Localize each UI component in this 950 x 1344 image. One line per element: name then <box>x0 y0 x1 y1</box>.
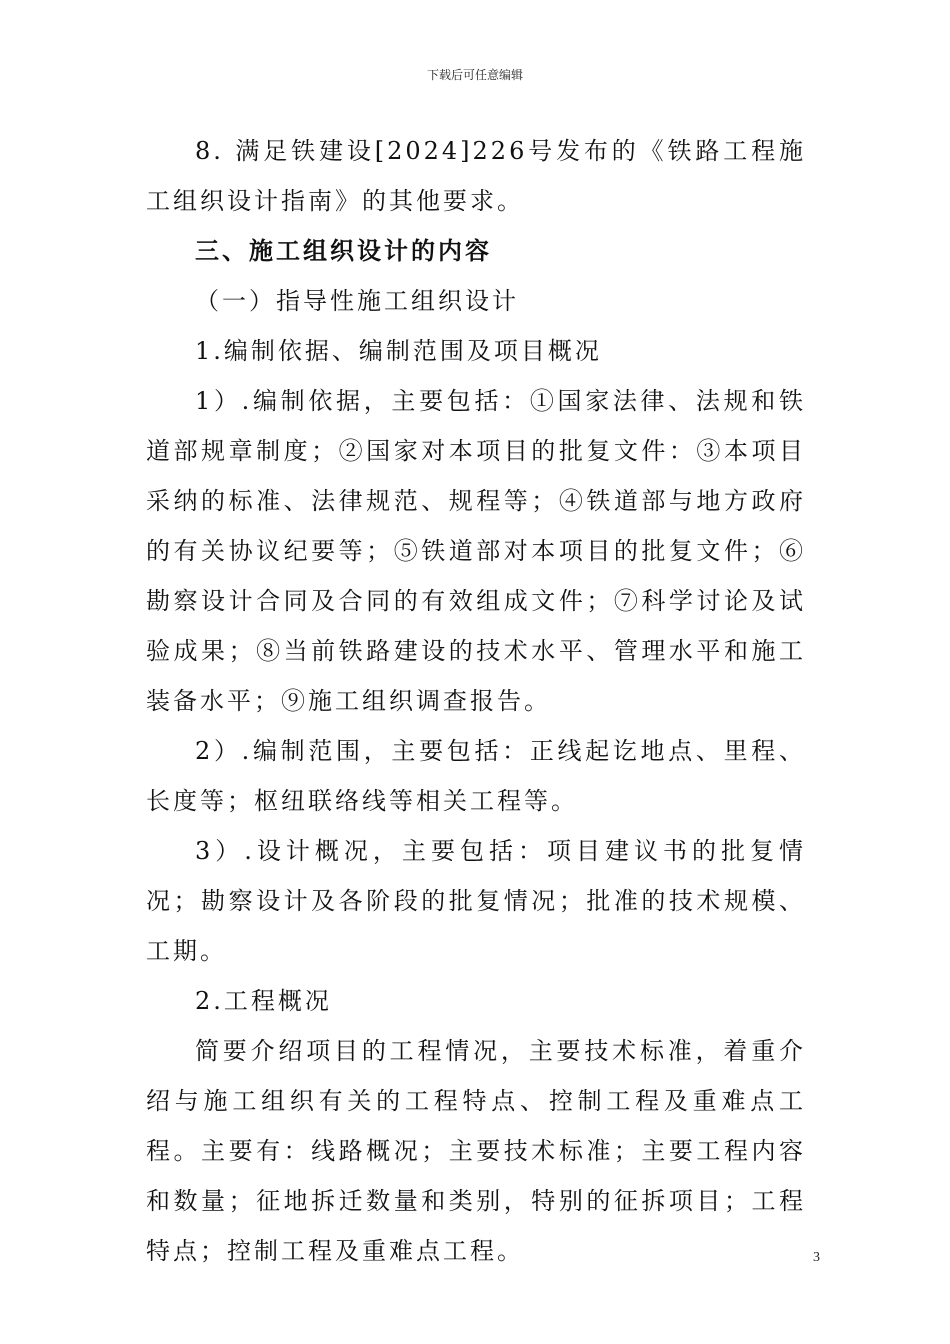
document-body <box>146 126 806 1276</box>
paragraph-compilation-basis: 1）.编制依据，主要包括：①国家法律、法规和铁道部规章制度；②国家对本项目的批复文件：③本项目采纳的标准、法律规范、规程等；④铁道部与地方政府的有关协议纪要等；⑤铁道部对本项目的批复文件；⑥勘察设计合同及合同的有效组成文件；⑦科学讨论及试验成果；⑧当前铁路建设的技术水平、管理水平和施工装备水平；⑨施工组织调查报告。 <box>146 387 806 715</box>
item-heading-2: 2.工程概况 <box>195 987 332 1015</box>
section-heading-3: 三、施工组织设计的内容 <box>195 236 492 265</box>
paragraph-design-overview: 3）.设计概况，主要包括：项目建议书的批复情况；勘察设计及各阶段的批复情况；批准的技术规模、工期。 <box>146 837 806 965</box>
subsection-heading-1: （一）指导性施工组织设计 <box>195 287 519 315</box>
paragraph-requirement-8: 8. 满足铁建设[2024]226号发布的《铁路工程施工组织设计指南》的其他要求。 <box>146 137 806 215</box>
item-heading-1: 1.编制依据、编制范围及项目概况 <box>195 337 602 365</box>
paragraph-project-overview: 简要介绍项目的工程情况，主要技术标准，着重介绍与施工组织有关的工程特点、控制工程及重难点工程。主要有：线路概况；主要技术标准；主要工程内容和数量；征地拆迁数量和类别，特别的征拆项目；工程特点；控制工程及重难点工程。 <box>146 1037 806 1265</box>
page-header-note: 下载后可任意编辑 <box>426 68 523 82</box>
page-number: 3 <box>813 1250 820 1265</box>
paragraph-compilation-scope: 2）.编制范围，主要包括：正线起讫地点、里程、长度等；枢纽联络线等相关工程等。 <box>146 737 806 815</box>
